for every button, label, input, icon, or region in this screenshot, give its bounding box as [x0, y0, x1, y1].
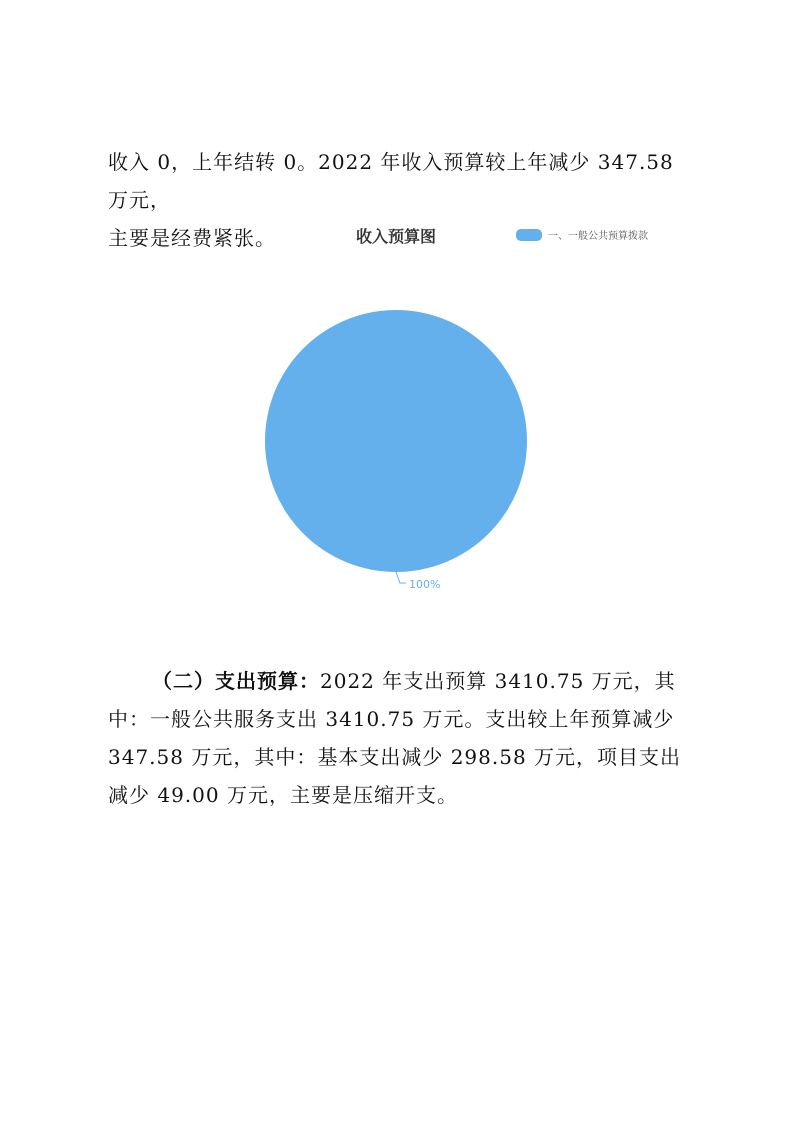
- paragraph-expenditure-budget: [108, 662, 698, 814]
- chart-title: 收入预算图: [355, 227, 437, 246]
- paragraph-line-2: 主要是经费紧张。: [108, 226, 276, 250]
- income-budget-pie-chart: [230, 215, 700, 600]
- legend-swatch[interactable]: [516, 229, 542, 241]
- legend-label[interactable]: 一、一般公共预算拨款: [548, 231, 648, 242]
- section-heading: （二）支出预算：: [152, 669, 320, 693]
- paragraph-body: 2022 年支出预算 3410.75 万元，其中：一般公共服务支出 3410.75 万元。支出较上年预算减少 347.58 万元，其中：基本支出减少 298.58 万元，项目支出减少 49.00 万元，主要是压缩开支。: [108, 669, 682, 807]
- paragraph-line-1: 收入 0，上年结转 0。2022 年收入预算较上年减少 347.58 万元，: [108, 150, 674, 212]
- slice-percent-label: 100%: [409, 578, 441, 591]
- pie-slices: [265, 310, 527, 572]
- slice-label-leader-line: [396, 572, 406, 583]
- pie-slice-0[interactable]: [265, 310, 527, 572]
